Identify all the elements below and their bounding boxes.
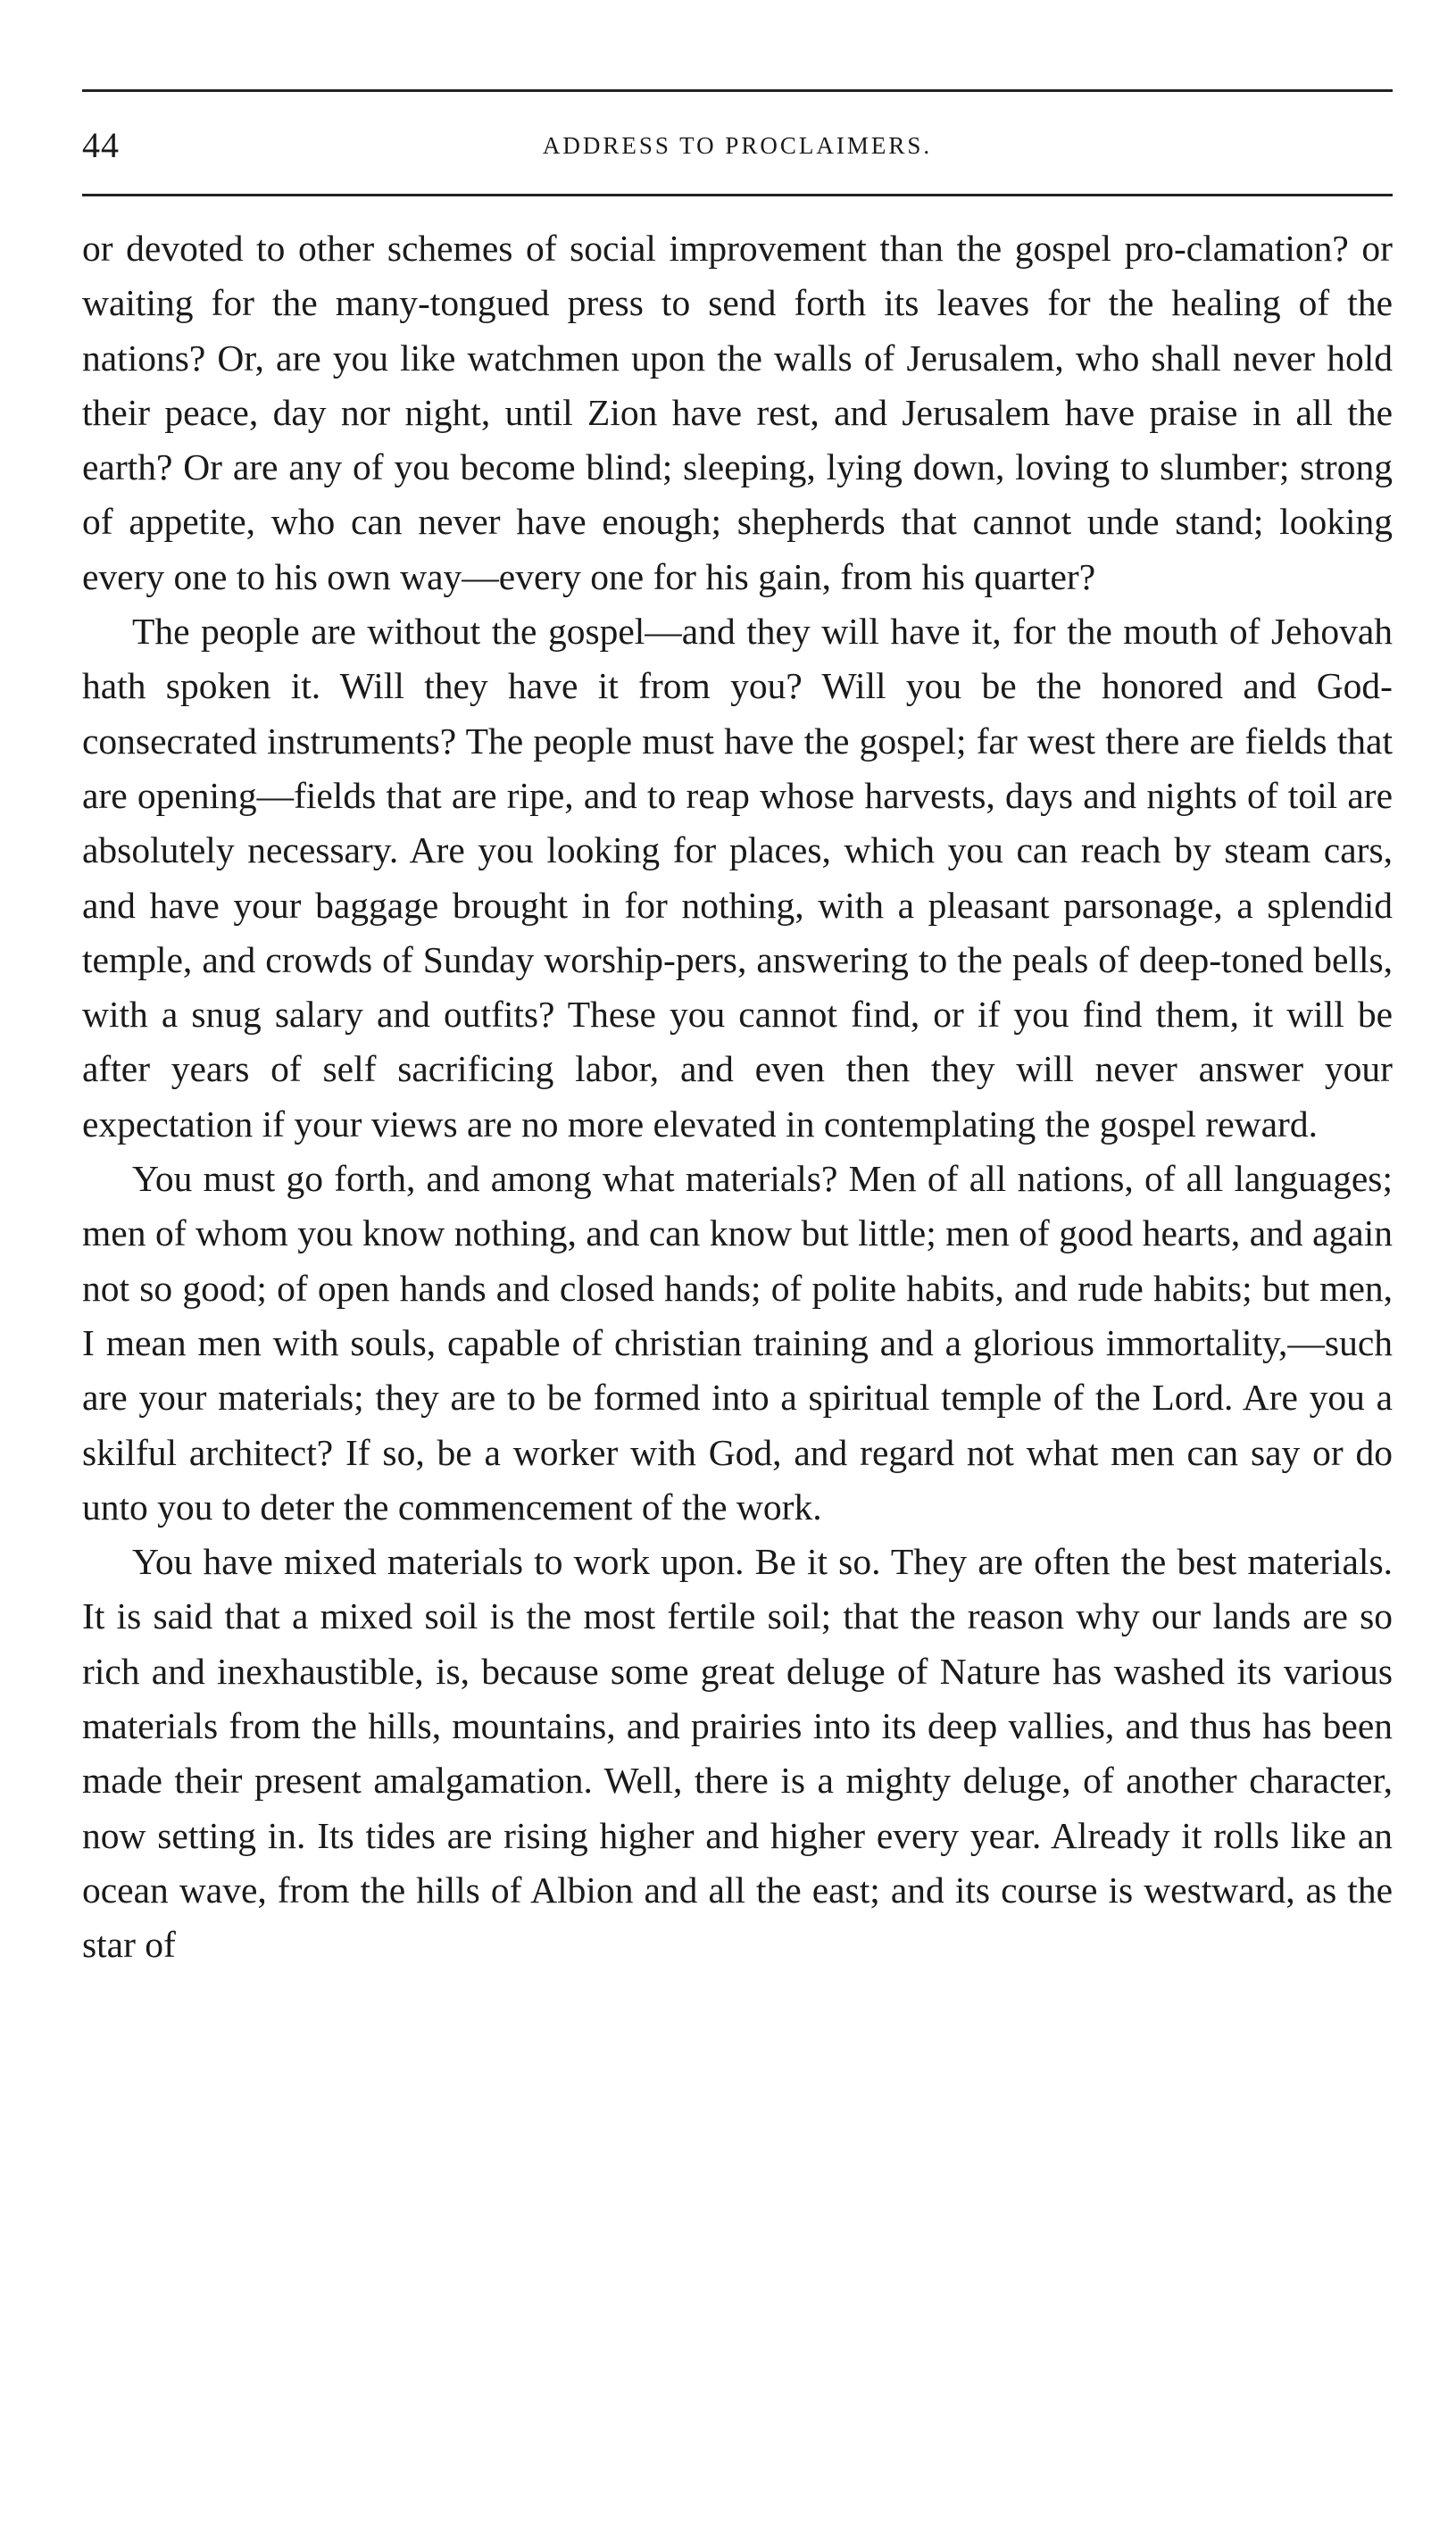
body-text bbox=[82, 221, 1393, 1973]
paragraph: You must go forth, and among what materials? Men of all nations, of all languages; men of whom you know nothing, and can know but little; men of good hearts, and again not so good; of open hands and closed hands; of polite habits, and rude habits; but men, I mean men with souls, capable of christian training and a glorious immortality,—such are your materials; they are to be formed into a spiritual temple of the Lord. Are you a skilful architect? If so, be a worker with God, and regard not what men can say or do unto you to deter the commencement of the work. bbox=[82, 1158, 1393, 1528]
book-page bbox=[82, 89, 1393, 1973]
running-head bbox=[82, 124, 1393, 167]
header-top-rule bbox=[82, 89, 1393, 92]
header-bottom-rule bbox=[82, 194, 1393, 196]
running-title: ADDRESS TO PROCLAIMERS. bbox=[542, 132, 933, 159]
paragraph: The people are without the gospel—and they will have it, for the mouth of Jehovah hath spoken it. Will they have it from you? Will you be the honored and God-consecrated instruments? The people must have the gospel; far west there are fields that are opening—fields that are ripe, and to reap whose harvests, days and nights of toil are absolutely necessary. Are you looking for places, which you can reach by steam cars, and have your baggage brought in for nothing, with a pleasant parsonage, a splendid temple, and crowds of Sunday worship-pers, answering to the peals of deep-toned bells, with a snug salary and outfits? These you cannot find, or if you find them, it will be after years of self sacrificing labor, and even then they will never answer your expectation if your views are no more elevated in contemplating the gospel reward. bbox=[82, 611, 1393, 1145]
paragraph-continuation: or devoted to other schemes of social improvement than the gospel pro-clamation? or waiting for the many-tongued press to send forth its leaves for the healing of the nations? Or, are you like watchmen upon the walls of Jerusalem, who shall never hold their peace, day nor night, until Zion have rest, and Jerusalem have praise in all the earth? Or are any of you become blind; sleeping, lying down, loving to slumber; strong of appetite, who can never have enough; shepherds that cannot unde stand; looking every one to his own way—every one for his gain, from his quarter? bbox=[82, 228, 1393, 597]
page-number: 44 bbox=[82, 125, 120, 165]
paragraph: You have mixed materials to work upon. Be it so. They are often the best materials. It is said that a mixed soil is the most fertile soil; that the reason why our lands are so rich and inexhaustible, is, because some great deluge of Nature has washed its various materials from the hills, mountains, and prairies into its deep vallies, and thus has been made their present amalgamation. Well, there is a mighty deluge, of another character, now setting in. Its tides are rising higher and higher every year. Already it rolls like an ocean wave, from the hills of Albion and all the east; and its course is westward, as the star of bbox=[82, 1541, 1393, 1966]
